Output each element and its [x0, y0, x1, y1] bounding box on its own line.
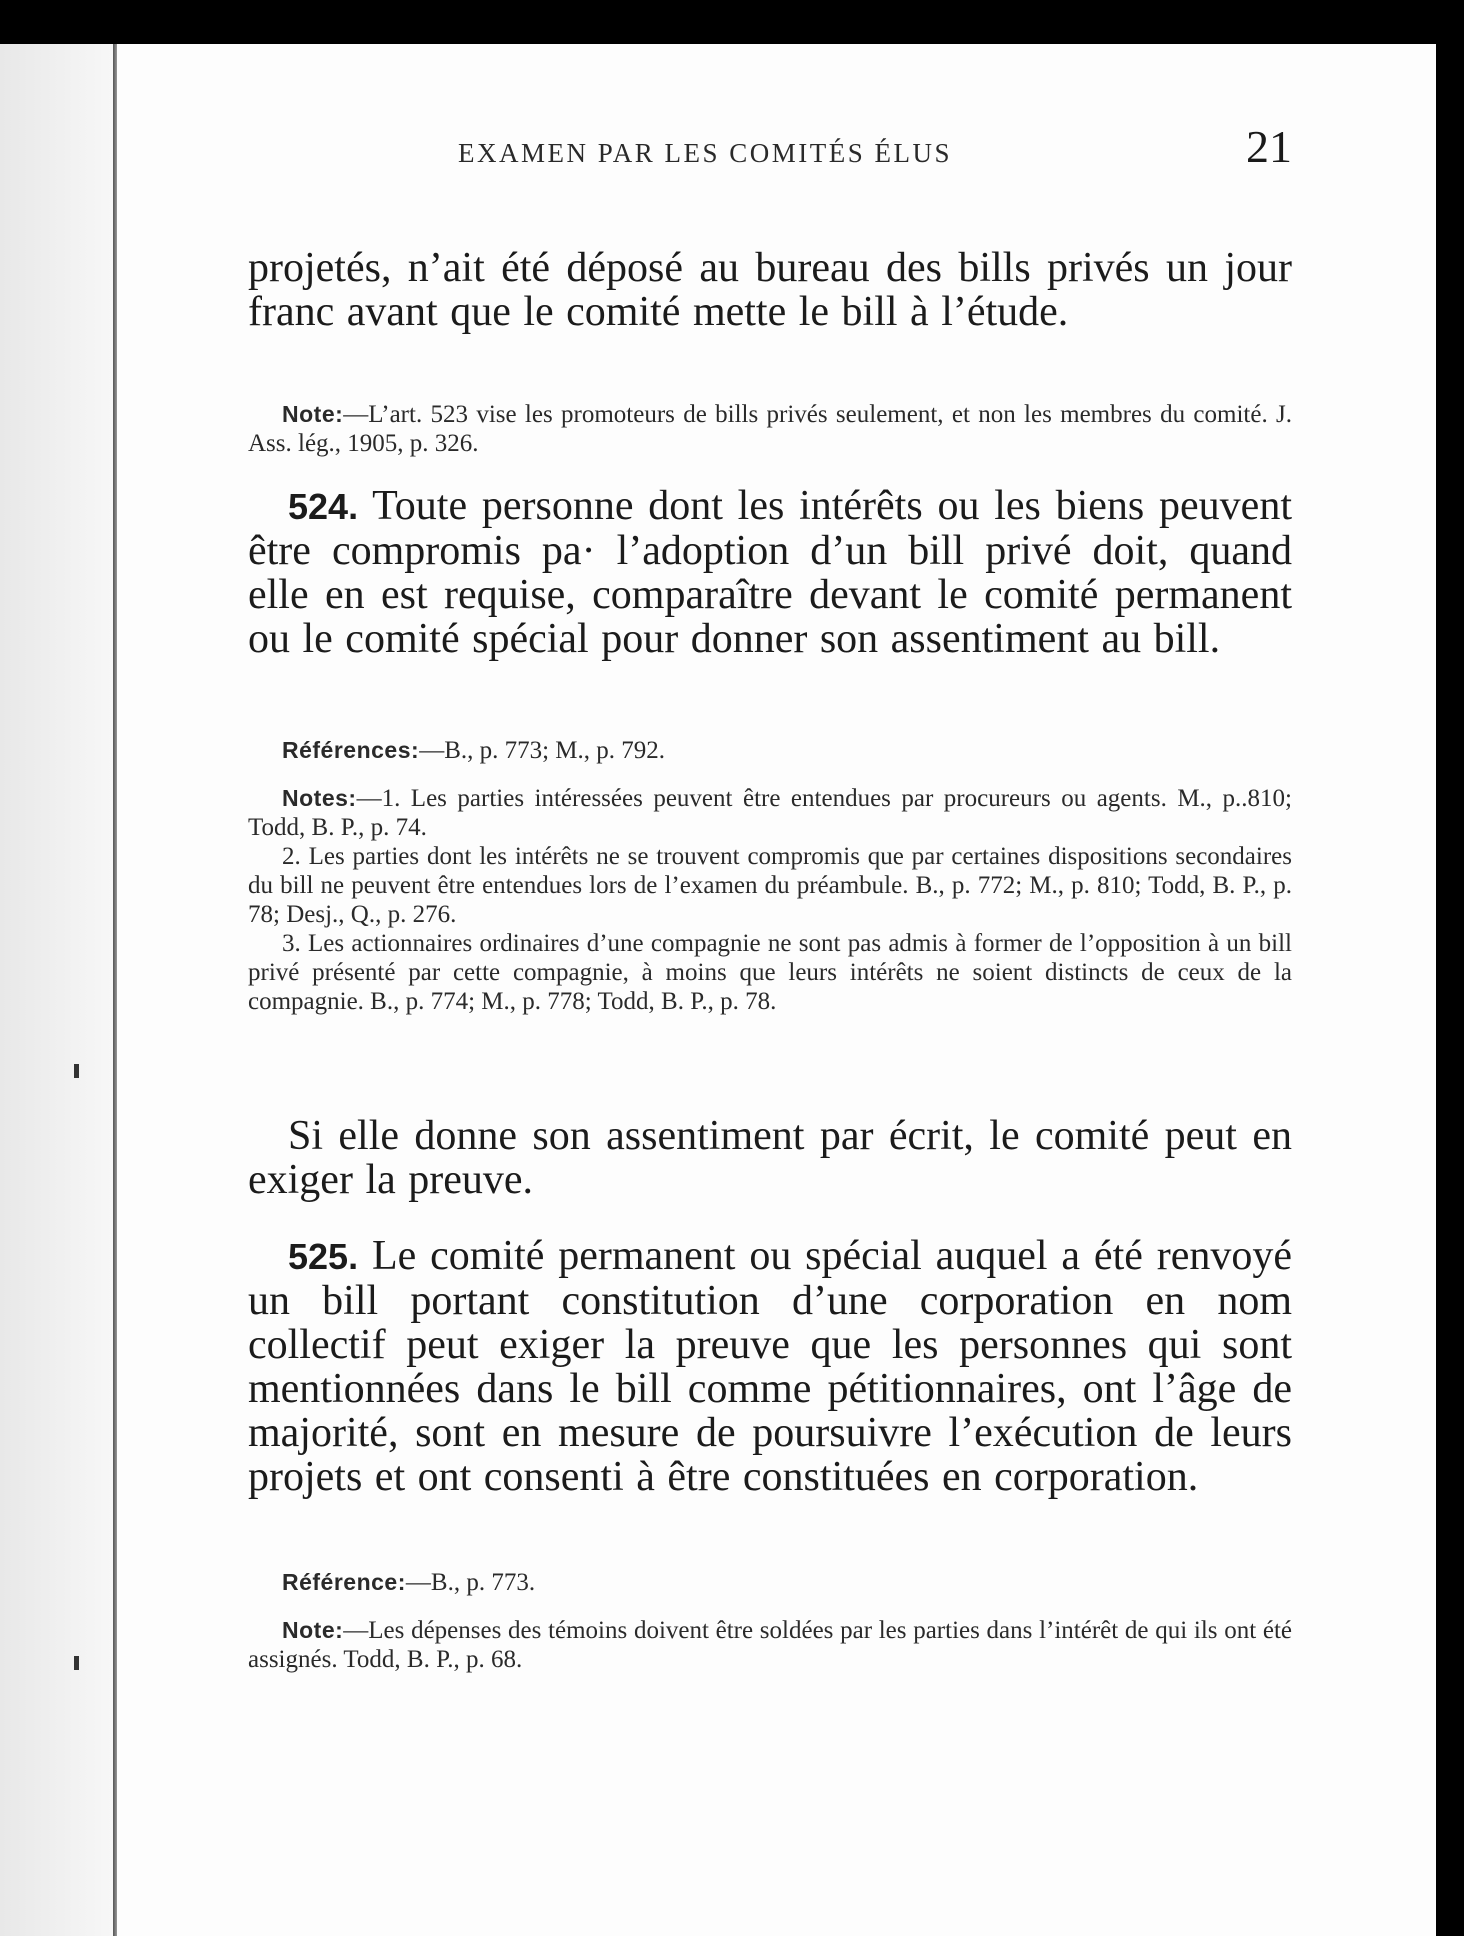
- note-524-2: 2. Les parties dont les intérêts ne se trouvent compromis que par certaines dispositions secondaires du bill ne peuvent être entendues lors de l’examen du préambule. B., p. 772; M., p. 810; Todd, B. P., p. 78; Desj., Q., p. 276.: [248, 843, 1292, 928]
- reference-text: —B., p. 773.: [405, 1569, 536, 1596]
- margin-mark: [74, 1064, 79, 1078]
- article-524: [248, 484, 1292, 661]
- note-524-1: [248, 784, 1292, 842]
- reference-525: [248, 1568, 1292, 1597]
- references-line: [248, 736, 1292, 765]
- references-524: [248, 736, 1292, 765]
- article-525: [248, 1234, 1292, 1499]
- page-header: [248, 120, 1292, 180]
- references-label: Références:: [282, 737, 420, 763]
- followup-524: [248, 1114, 1292, 1202]
- gutter-shade: [0, 44, 113, 1936]
- note-525: [248, 1616, 1292, 1674]
- article-body: Toute personne dont les intérêts ou les biens peuvent être compromis pa· l’adoption d’un bill privé doit, quand elle en est requise, comparaître devant le comité permanent ou le comité spécial pour donner son assentiment au bill.: [248, 483, 1292, 662]
- note-text: —Les dépenses des témoins doivent être soldées par les parties dans l’intérêt de qui ils ont été assignés. Todd, B. P., p. 68.: [248, 1617, 1292, 1673]
- note-text: —1. Les parties intéressées peuvent être entendues par procureurs ou agents. M., p..810; Todd, B. P., p. 74.: [248, 785, 1292, 841]
- continuation-block: [248, 246, 1292, 334]
- article-body: Le comité permanent ou spécial auquel a été renvoyé un bill portant constitution d’une corporation en nom collectif peut exiger la preuve que les personnes qui sont mentionnées dans le bill comme pétitionnaires, ont l’âge de majorité, sont en mesure de poursuivre l’exécution de leurs projets et ont consenti à être constituées en corporation.: [248, 1233, 1293, 1500]
- note-525-block: [248, 1616, 1292, 1674]
- article-number: 524.: [288, 486, 359, 527]
- article-524-text: [248, 484, 1292, 661]
- reference-line: [248, 1568, 1292, 1597]
- note-524-3: 3. Les actionnaires ordinaires d’une compagnie ne sont pas admis à former de l’opposition à un bill privé présenté par cette compagnie, à moins que leurs intérêts ne soient distincts de ceux de la compagnie. B., p. 774; M., p. 778; Todd, B. P., p. 78.: [248, 930, 1292, 1015]
- page-number: 21: [1246, 121, 1292, 172]
- article-525-text: [248, 1234, 1292, 1499]
- continuation-paragraph: projetés, n’ait été déposé au bureau des bills privés un jour franc avant que le comité mette le bill à l’étude.: [248, 245, 1292, 335]
- notes-524: [248, 784, 1292, 1016]
- page-right-edge: [1436, 44, 1450, 1936]
- notes-label: Notes:: [282, 785, 357, 811]
- running-title: EXAMEN PAR LES COMITÉS ÉLUS: [458, 138, 953, 168]
- note-label: Note:: [282, 401, 344, 427]
- note-label: Note:: [282, 1617, 344, 1643]
- references-text: —B., p. 773; M., p. 792.: [419, 737, 666, 764]
- followup-paragraph: Si elle donne son assentiment par écrit, le comité peut en exiger la preuve.: [248, 1113, 1292, 1203]
- gutter-line: [113, 44, 117, 1936]
- note-523: [248, 400, 1292, 458]
- note-text: —L’art. 523 vise les promoteurs de bills privés seulement, et non les membres du comité. J. Ass. lég., 1905, p. 326.: [248, 401, 1292, 457]
- margin-mark: [74, 1656, 79, 1670]
- article-number: 525.: [288, 1236, 359, 1277]
- reference-label: Référence:: [282, 1569, 406, 1595]
- note-523-block: [248, 400, 1292, 458]
